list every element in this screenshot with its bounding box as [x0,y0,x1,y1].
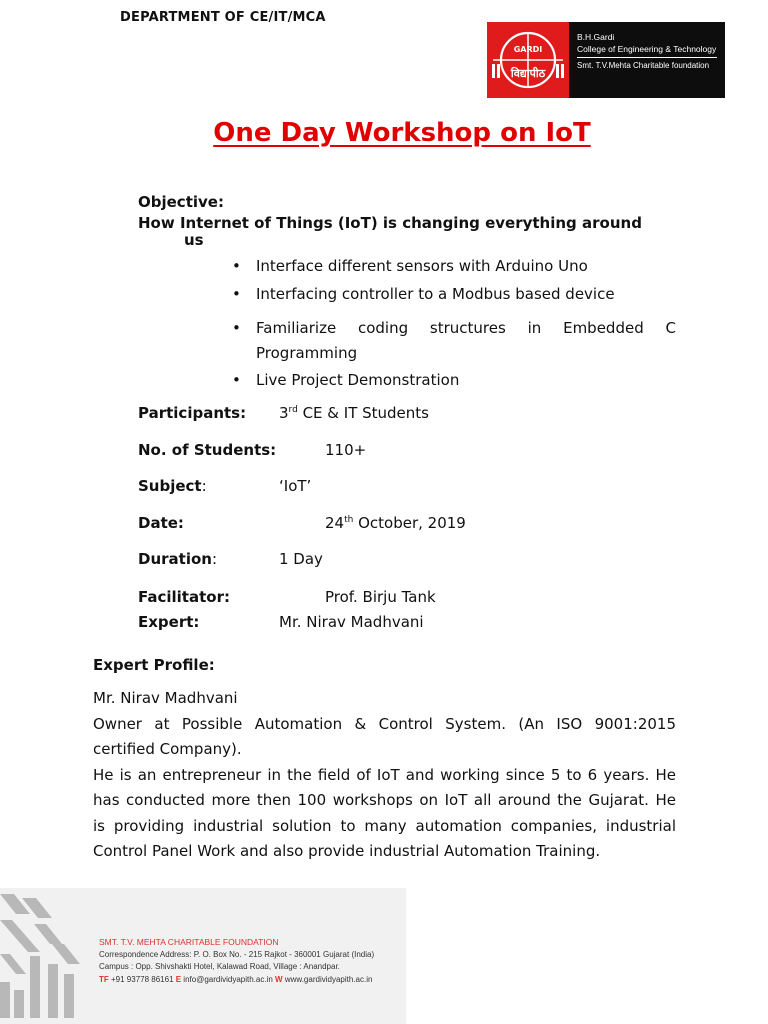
students-value: 110+ [325,441,367,459]
date-label: Date: [138,514,184,532]
gardi-emblem [487,22,569,98]
expert-name: Mr. Nirav Madhvani [93,689,238,707]
foundation-name: Smt. T.V.Mehta Charitable foundation [577,61,710,70]
expert-value: Mr. Nirav Madhvani [279,613,424,631]
facilitator-value: Prof. Birju Tank [325,588,436,606]
footer-contact-line: TF +91 93778 86161 E info@gardividyapith.ac.in W www.gardividyapith.ac.in [99,974,373,984]
list-item: • Live Project Demonstration [232,368,676,393]
expert-label: Expert: [138,613,200,631]
objective-list [232,254,676,393]
expert-profile-heading: Expert Profile: [93,656,215,674]
footer-campus: Campus : Opp. Shivshakti Hotel, Kalawad Road, Village : Anandpar. [99,962,340,971]
college-logo [487,22,725,98]
letterhead-footer [0,888,406,1024]
footer-contact [99,936,374,986]
svg-text:विद्यापीठ: विद्यापीठ [510,67,546,80]
list-item: • Interfacing controller to a Modbus based device [232,282,676,307]
department-heading: DEPARTMENT OF CE/IT/MCA [120,10,326,25]
list-item: • Interface different sensors with Arduino Uno [232,254,676,279]
svg-text:GARDI: GARDI [513,45,543,54]
duration-value: 1 Day [279,550,323,568]
footer-org: SMT. T.V. MEHTA CHARITABLE FOUNDATION [99,937,279,947]
college-name-block [569,22,725,98]
facilitator-label: Facilitator: [138,588,230,606]
college-subtitle: College of Engineering & Technology [577,44,717,58]
foundation-pattern-icon [0,894,80,1018]
list-item: • Familiarize coding structures in Embedded C Programming [232,316,676,366]
subject-value: ‘IoT’ [279,477,312,495]
date-value: 24th October, 2019 [325,514,466,532]
college-name: B.H.Gardi [577,32,615,42]
participants-label: Participants: [138,404,247,422]
expert-profile-text: Mr. Nirav Madhvani Owner at Possible Automation & Control System. (An ISO 9001:2015 certified Company). He is an entrepreneur in the field of IoT and working since 5 to 6 years. He has conducted more then 100 workshops on IoT all around the Gujarat. He is providing industrial solution to many automation companies, industrial Control Panel Work and also provide industrial Automation Training. [93,686,676,865]
participants-value: 3rd CE & IT Students [279,404,429,422]
duration-label: Duration: [138,550,218,568]
footer-address: Correspondence Address: P. O. Box No. - 215 Rajkot - 360001 Gujarat (India) [99,949,375,959]
objective-heading: Objective: [138,193,224,211]
objective-text: How Internet of Things (IoT) is changing everything around us [138,214,642,249]
page-title: One Day Workshop on IoT [213,118,591,148]
subject-label: Subject: [138,477,207,495]
students-label: No. of Students: [138,441,277,459]
